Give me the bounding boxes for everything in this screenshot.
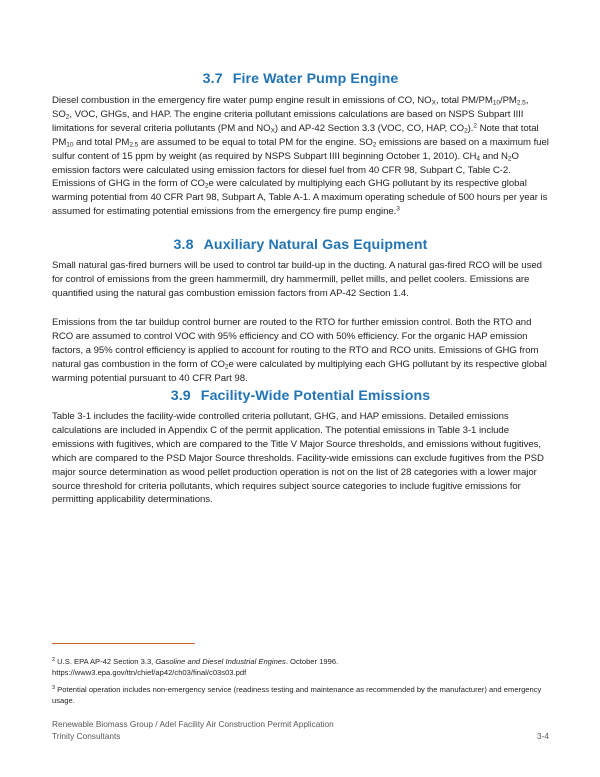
section-title: Fire Water Pump Engine xyxy=(232,71,399,87)
paragraph-facility-wide: Table 3-1 includes the facility-wide controlled criteria pollutant, GHG, and HAP emissions. Detailed emissions calculations are included in Appendix C of the permit application. The potential emissions in Table 3-1 include emissions with fugitives, which are compared to the Title V Major Source thresholds, and emissions without fugitives, which are compared to the PSD Major Source thresholds. Facility-wide emissions can exclude fugitives from the PSD major source determination as wood pellet production operation is not on the list of 28 categories with a lower major source threshold for criteria pollutants, which requires subject source categories to include fugitive emissions for permitting applicability determinations. xyxy=(52,411,544,506)
section-number: 3.8 xyxy=(173,237,194,253)
paragraph-burners: Small natural gas-fired burners will be used to control tar build-up in the ducting. A natural gas-fired RCO will be used for control of emissions from the green hammermill, dry hammermill, pellet mills, and pellet coolers. Emissions are quantified using the natural gas combustion emission factors from AP-42 Section 1.4. xyxy=(52,260,542,299)
section-title: Auxiliary Natural Gas Equipment xyxy=(203,237,428,253)
footnote-ref-2: 2 xyxy=(473,122,477,130)
heading-3-7 xyxy=(52,71,549,87)
footnote-url: https://www3.epa.gov/ttn/chief/ap42/ch03/final/c03s03.pdf xyxy=(52,668,247,678)
footnote-marker: 3 xyxy=(52,685,56,691)
footnote-2: $^2$ U.S. EPA AP-42 Section 3.3, Gasoline and Diesel Industrial Engines. October 1996. https://www3.epa.gov/ttn/chief/ap42/ch03/final/c03s03.pdf xyxy=(52,657,339,678)
page-number: 3-4 xyxy=(537,730,549,741)
heading-3-8 xyxy=(52,237,549,253)
footer-company: Trinity Consultants xyxy=(52,730,121,741)
footer-project-line: Renewable Biomass Group / Adel Facility Air Construction Permit Application xyxy=(52,719,334,729)
footnote-separator xyxy=(52,643,195,644)
footnote-3: $^3$ Potential operation includes non-emergency service (readiness testing and maintenance as recommended by the manufacturer) and emergency usage. xyxy=(52,685,542,706)
section-number: 3.7 xyxy=(202,71,223,87)
paragraph-rto-rco: Emissions from the tar buildup control burner are routed to the RTO for further emission control. Both the RTO and RCO are assumed to control VOC with 95% efficiency and CO with 50% efficiency. For the organic HAP emission factors, a 95% control efficiency is applied to account for routing to the RTO and RCO units. Emissions of GHG from natural gas combustion in the form of $CO_2e$ were calculated by multiplying each GHG pollutant by its respective global warming potential pursuant to 40 CFR Part 98. xyxy=(52,317,547,384)
section-title: Facility-Wide Potential Emissions xyxy=(200,388,431,404)
footnote-marker: 2 xyxy=(52,657,56,663)
page-footer xyxy=(52,719,549,742)
footnote-source-title: Gasoline and Diesel Industrial Engines xyxy=(155,657,286,666)
footnote-ref-3: 3 xyxy=(396,205,400,213)
heading-3-9 xyxy=(52,388,549,404)
paragraph-fire-pump: Diesel combustion in the emergency fire water pump engine result in emissions of CO, $NO_X$, total $PM/PM_{10}/PM_{2.5}$, $SO_2$, VOC, GHGs, and HAP. The engine criteria pollutant emissions calculations are based on NSPS Subpart IIII limitations for several criteria pollutants (PM and $NO_X$) and AP-42 Section 3.3 (VOC, CO, HAP, $CO_2).^2$ Note that total $PM_{10}$ and total $PM_{2.5}$ are assumed to be equal to total PM for the engine. $SO_2$ emissions are based on a maximum fuel sulfur content of 15 ppm by weight (as required by NSPS Subpart IIII beginning October 1, 2010). $CH_4$ and $N_2O$ emission factors were calculated using emission factors for diesel fuel from 40 CFR 98, Subpart C, Table C-2. Emissions of GHG in the form of $CO_2e$ were calculated by multiplying each GHG pollutant by its respective global warming potential from 40 CFR Part 98, Subpart A, Table A-1. A maximum operating schedule of 500 hours per year is assumed for estimating potential emissions from the emergency fire pump engine.$^3$ xyxy=(52,95,549,218)
section-number: 3.9 xyxy=(170,388,191,404)
